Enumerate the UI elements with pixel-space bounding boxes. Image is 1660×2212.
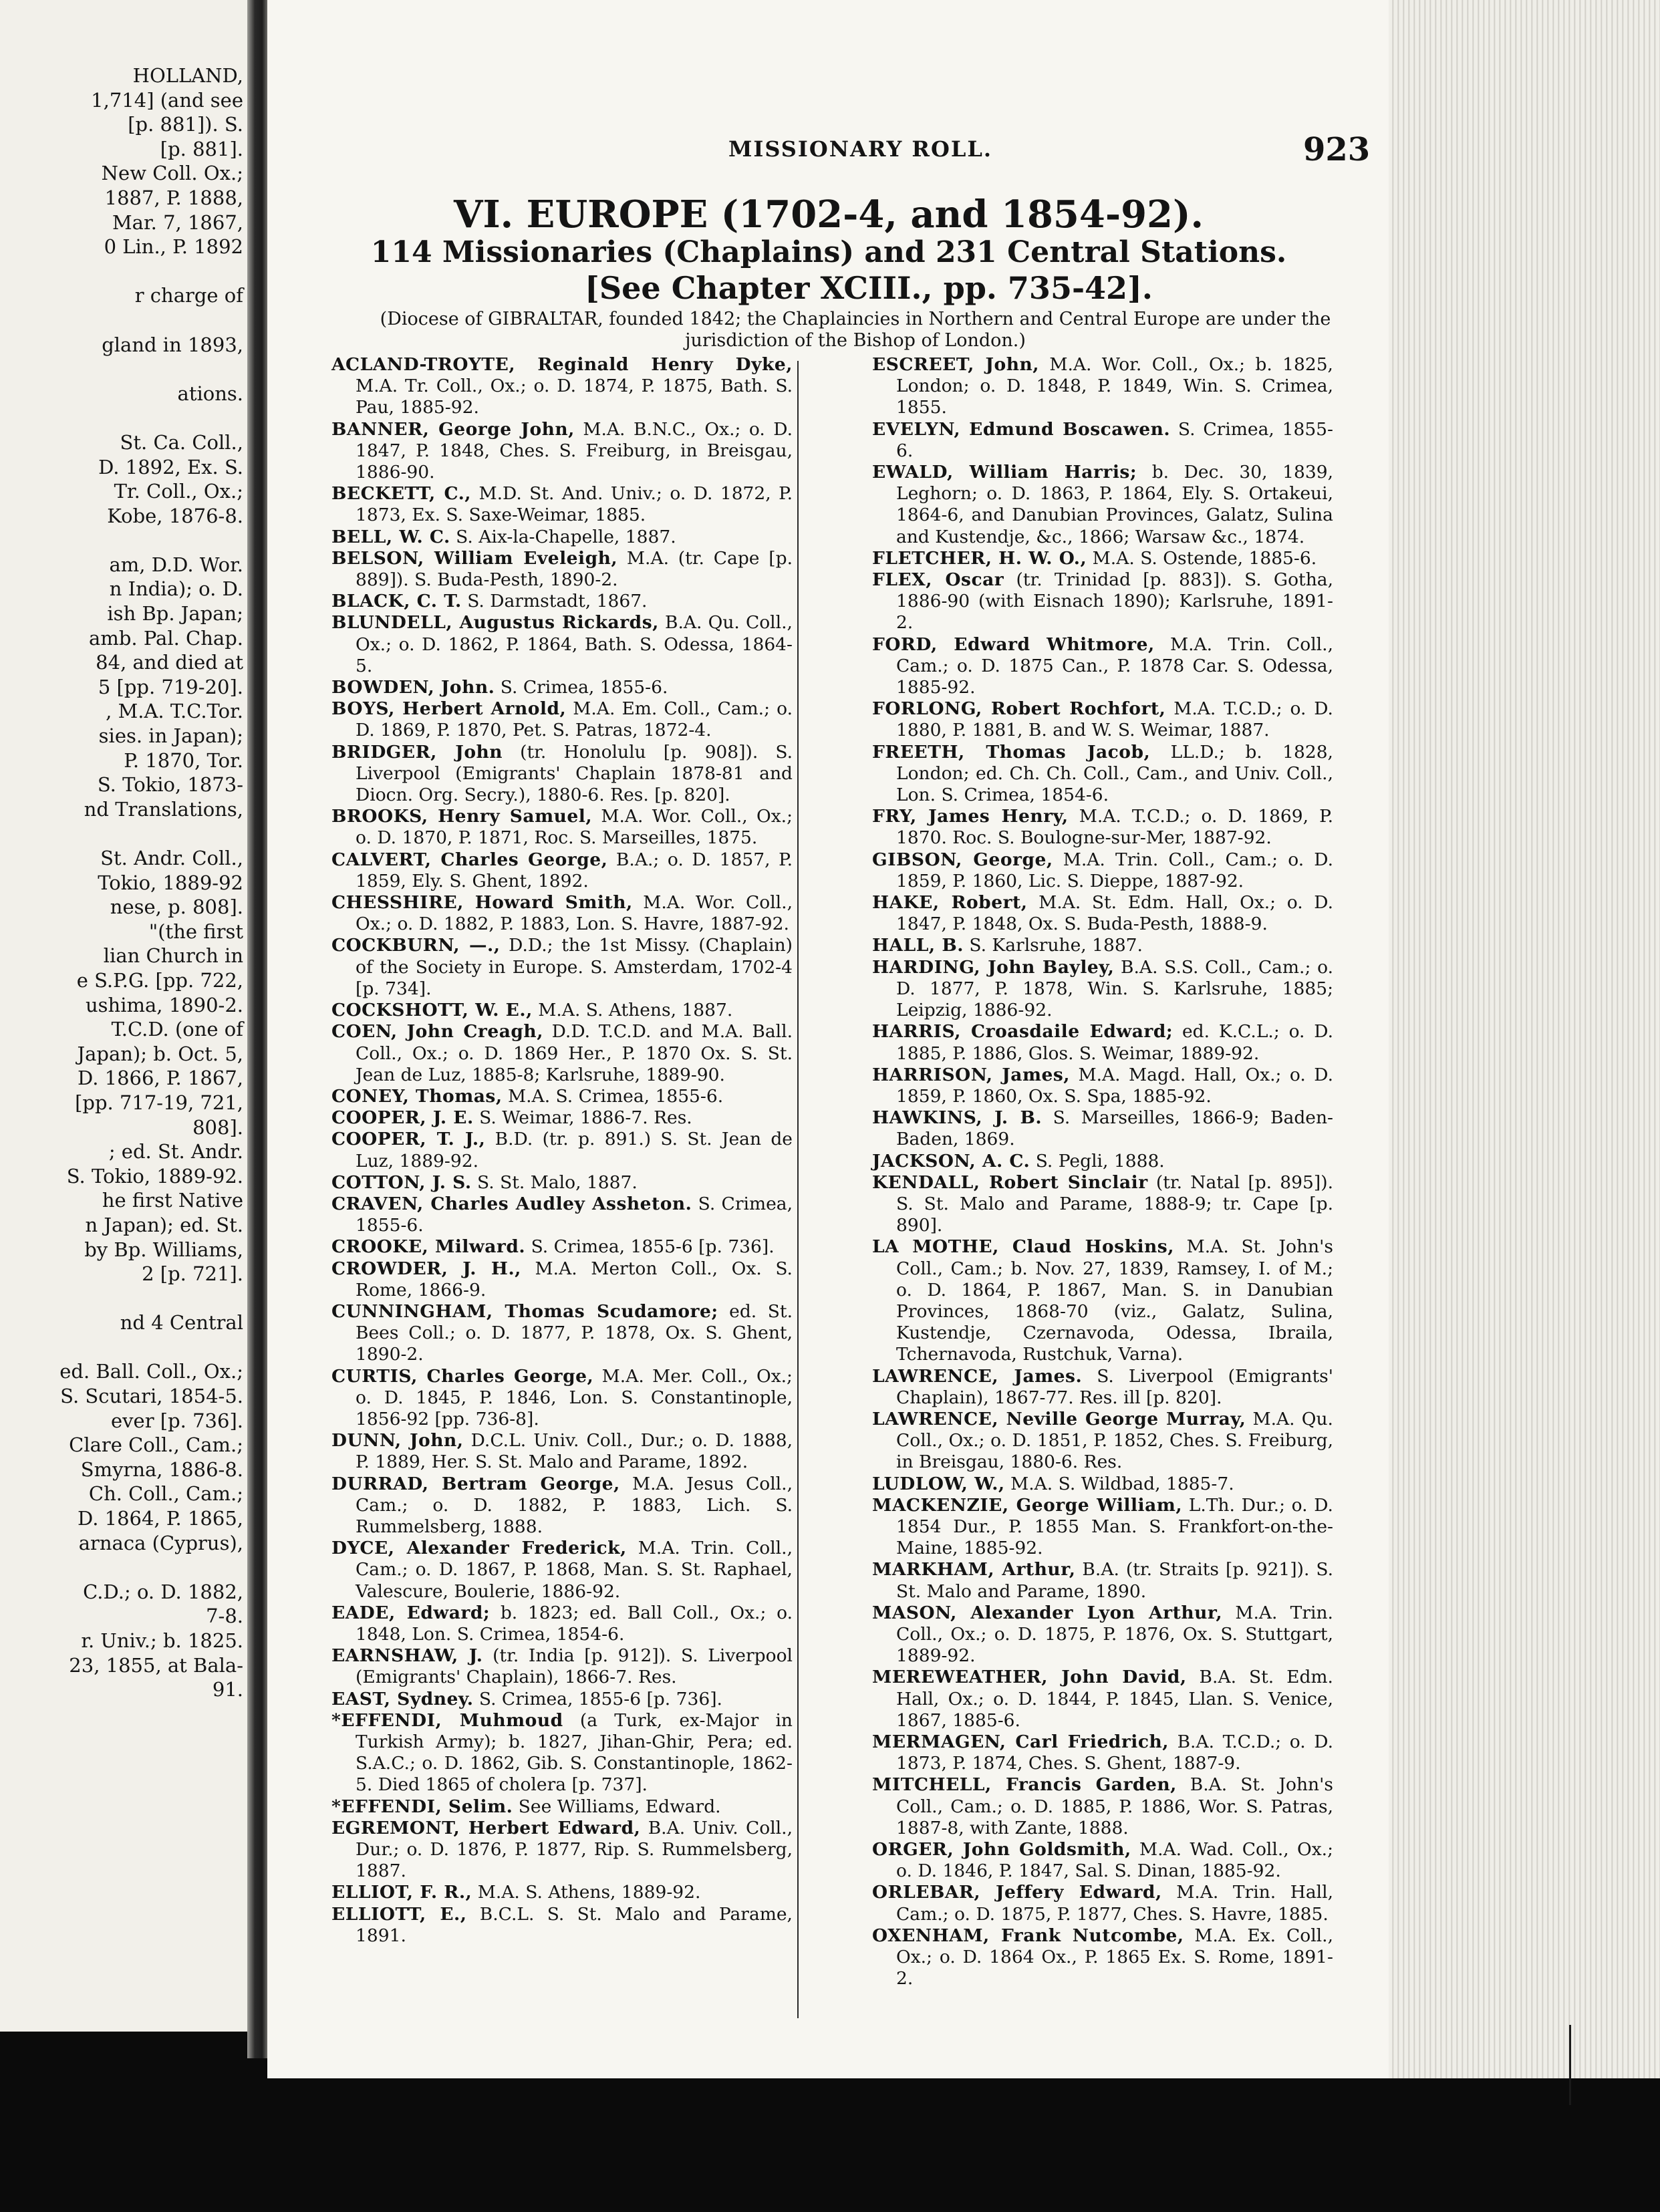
running-head: MISSIONARY ROLL. <box>728 136 993 162</box>
entry-details: B.D. (tr. p. 891.) S. St. Jean de Luz, 1889-92. <box>356 1129 793 1171</box>
roll-entry <box>331 483 793 526</box>
roll-entry <box>872 1409 1333 1474</box>
entry-details: M.A. S. Ostende, 1885-6. <box>1087 547 1317 569</box>
entry-details: S. Aix-la-Chapelle, 1887. <box>450 526 676 547</box>
facing-page-text <box>0 63 243 1702</box>
facing-page-line: [p. 881]). S. <box>128 113 243 136</box>
roll-entry <box>872 806 1333 849</box>
roll-entry <box>872 1236 1333 1365</box>
entry-name: FRY, James Henry, <box>872 806 1069 827</box>
entry-name: BLUNDELL, Augustus Rickards, <box>331 612 659 634</box>
entry-details: M.A. S. Wildbad, 1885-7. <box>1004 1473 1234 1494</box>
entry-details: (tr. Natal [p. 895]). S. St. Malo and Parame, 1888-9; tr. Cape [p. 890]. <box>896 1171 1333 1236</box>
entry-name: BELL, W. C. <box>331 526 450 547</box>
facing-page-line: 2 [p. 721]. <box>142 1262 243 1286</box>
entry-details: (tr. India [p. 912]). S. Liverpool (Emigrants' Chaplain), 1866-7. Res. <box>356 1645 793 1688</box>
entry-details: See Williams, Edward. <box>513 1796 721 1817</box>
facing-page-line: T.C.D. (one of <box>111 1018 243 1041</box>
roll-entry <box>872 892 1333 935</box>
entry-name: GIBSON, George, <box>872 849 1053 870</box>
entry-details: B.A. St. Edm. Hall, Ox.; o. D. 1844, P. 1845, Llan. S. Venice, 1867, 1885-6. <box>896 1667 1333 1731</box>
entry-name: MASON, Alexander Lyon Arthur, <box>872 1602 1223 1623</box>
entry-details: M.A. Ex. Coll., Ox.; o. D. 1864 Ox., P. 1865 Ex. S. Rome, 1891-2. <box>896 1925 1333 1989</box>
facing-page-line: S. Tokio, 1889-92. <box>66 1164 243 1188</box>
facing-page-line: arnaca (Cyprus), <box>78 1531 243 1554</box>
roll-entry <box>331 1021 793 1086</box>
entry-name: ORLEBAR, Jeffery Edward, <box>872 1882 1162 1903</box>
entry-name: EADE, Edward; <box>331 1602 491 1623</box>
entry-name: COTTON, J. S. <box>331 1171 472 1193</box>
roll-entry <box>331 1194 793 1236</box>
entry-name: BOYS, Herbert Arnold, <box>331 698 567 720</box>
entry-details: B.C.L. S. St. Malo and Parame, 1891. <box>356 1903 793 1946</box>
roll-entry <box>331 1818 793 1883</box>
entry-details: D.C.L. Univ. Coll., Dur.; o. D. 1888, P. 1889, Her. S. St. Malo and Parame, 1892. <box>356 1430 793 1473</box>
entry-name: JACKSON, A. C. <box>872 1150 1030 1171</box>
facing-page-line: Japan); b. Oct. 5, <box>77 1042 243 1065</box>
section-title: VI. EUROPE (1702-4, and 1854-92). <box>454 192 1204 237</box>
roll-entry <box>331 1172 793 1194</box>
facing-page-line: ations. <box>177 382 243 405</box>
entry-details: S. Crimea, 1855-6 [p. 736]. <box>473 1688 722 1709</box>
entry-name: EARNSHAW, J. <box>331 1645 483 1667</box>
facing-page-line: ish Bp. Japan; <box>107 602 243 626</box>
entry-details: B.A. (tr. Straits [p. 921]). S. St. Malo and Parame, 1890. <box>896 1559 1334 1602</box>
entry-details: S. Pegli, 1888. <box>1030 1150 1165 1171</box>
column-divider <box>797 361 799 2018</box>
entry-name: *EFFENDI, Muhmoud <box>331 1709 563 1731</box>
entry-name: HARRISON, James, <box>872 1064 1071 1085</box>
entry-details: S. Crimea, 1855-6. <box>495 677 668 698</box>
entry-details: M.A. Mer. Coll., Ox.; o. D. 1845, P. 1846, Lon. S. Constantinople, 1856-92 [pp. 736-8]. <box>356 1365 793 1429</box>
entry-name: CONEY, Thomas, <box>331 1085 503 1107</box>
entry-name: BECKETT, C., <box>331 483 472 505</box>
facing-page-line: he first Native <box>102 1189 243 1212</box>
roll-entry <box>331 1538 793 1603</box>
roll-entry <box>872 1495 1333 1560</box>
facing-page-line: lian Church in <box>103 944 243 968</box>
entry-details: (tr. Trinidad [p. 883]). S. Gotha, 1886-90 (with Eisnach 1890); Karlsruhe, 1891-2. <box>896 569 1333 634</box>
entry-details: S. St. Malo, 1887. <box>471 1171 638 1193</box>
facing-page-line: 5 [pp. 719-20]. <box>98 675 243 698</box>
entry-details: B.A. St. John's Coll., Cam.; o. D. 1885, P. 1886, Wor. S. Patras, 1887-8, with Zante, 1888. <box>896 1774 1333 1838</box>
roll-entry <box>331 1904 793 1947</box>
facing-page-line: 7-8. <box>206 1605 243 1628</box>
entry-details: S. Crimea, 1855-6. <box>896 418 1333 461</box>
facing-page-line <box>0 528 243 553</box>
facing-page-line: am, D.D. Wor. <box>109 553 243 576</box>
entry-name: CROWDER, J. H., <box>331 1258 521 1279</box>
facing-page-line <box>0 357 243 382</box>
roll-entry <box>331 612 793 677</box>
facing-page-line: ever [p. 736]. <box>111 1409 243 1432</box>
facing-page-line: by Bp. Williams, <box>84 1238 243 1261</box>
facing-page-line <box>0 821 243 846</box>
facing-page-line: Smyrna, 1886-8. <box>80 1458 243 1481</box>
entry-name: EWALD, William Harris; <box>872 462 1137 483</box>
entry-name: BELSON, William Eveleigh, <box>331 547 618 569</box>
entry-name: OXENHAM, Frank Nutcombe, <box>872 1925 1184 1946</box>
facing-page-line: 84, and died at <box>96 651 243 674</box>
entry-name: COOPER, T. J., <box>331 1129 486 1150</box>
facing-page-line: Tr. Coll., Ox.; <box>114 480 243 503</box>
facing-page-left <box>0 0 247 2032</box>
roll-entry <box>331 591 793 612</box>
facing-page-line: D. 1864, P. 1865, <box>78 1507 243 1530</box>
facing-page-line <box>0 308 243 333</box>
facing-page-line: St. Ca. Coll., <box>120 430 243 454</box>
roll-entry <box>872 1559 1333 1602</box>
facing-page-line: HOLLAND, <box>132 64 243 87</box>
entry-details: S. Weimar, 1886-7. Res. <box>473 1107 692 1129</box>
entry-details: b. Dec. 30, 1839, Leghorn; o. D. 1863, P. 1864, Ely. S. Ortakeui, 1864-6, and Danubian Provinces, Galatz, Sulina and Kustendje, &c., 1866; Warsaw &c., 1874. <box>896 462 1333 547</box>
page-header <box>267 131 1390 171</box>
roll-entry <box>331 1645 793 1688</box>
facing-page-line <box>0 406 243 430</box>
facing-page-line: [pp. 717-19, 721, <box>75 1091 243 1114</box>
entry-name: CHESSHIRE, Howard Smith, <box>331 892 633 914</box>
entry-name: HALL, B. <box>872 935 964 956</box>
roll-entry <box>872 1107 1333 1150</box>
entry-name: LA MOTHE, Claud Hoskins, <box>872 1236 1174 1258</box>
entries-column-left <box>331 354 793 1947</box>
roll-entry <box>331 1796 793 1818</box>
roll-entry <box>331 1301 793 1366</box>
entry-name: COOPER, J. E. <box>331 1107 474 1129</box>
facing-page-line: ushima, 1890-2. <box>85 993 243 1016</box>
entry-name: BRIDGER, John <box>331 741 503 763</box>
roll-entry <box>872 1603 1333 1667</box>
facing-page-line: amb. Pal. Chap. <box>89 626 243 650</box>
facing-page-line: Ch. Coll., Cam.; <box>88 1482 243 1506</box>
roll-entry <box>331 1603 793 1645</box>
entry-details: M.A. Wor. Coll., Ox.; b. 1825, London; o. D. 1848, P. 1849, Win. S. Crimea, 1855. <box>896 354 1333 418</box>
entry-name: COCKBURN, —., <box>331 935 501 956</box>
facing-page-line: 1,714] (and see <box>91 88 243 112</box>
section-reference: [See Chapter XCIII., pp. 735-42]. <box>585 270 1153 306</box>
roll-entry <box>331 1689 793 1710</box>
roll-entry <box>872 1151 1333 1172</box>
roll-entry <box>872 419 1333 462</box>
facing-page-line <box>0 1555 243 1580</box>
entry-details: M.A. Jesus Coll., Cam.; o. D. 1882, P. 1883, Lich. S. Rummelsberg, 1888. <box>356 1473 793 1537</box>
roll-entry <box>331 698 793 741</box>
entry-name: MACKENZIE, George William, <box>872 1494 1183 1516</box>
facing-page-line: r charge of <box>134 284 243 307</box>
entry-name: DURRAD, Bertram George, <box>331 1473 620 1494</box>
entry-name: ELLIOT, F. R., <box>331 1882 472 1903</box>
entry-name: EVELYN, Edmund Boscawen. <box>872 418 1171 440</box>
page-number: 923 <box>1303 131 1371 168</box>
section-heading <box>267 194 1390 306</box>
entry-name: MERMAGEN, Carl Friedrich, <box>872 1732 1169 1752</box>
roll-entry <box>872 1474 1333 1495</box>
entry-details: M.A. Wor. Coll., Ox.; o. D. 1870, P. 1871, Roc. S. Marseilles, 1875. <box>356 806 793 849</box>
roll-entry <box>872 634 1333 699</box>
roll-entry <box>331 742 793 807</box>
roll-entry <box>331 1258 793 1301</box>
entry-name: FORLONG, Robert Rochfort, <box>872 698 1166 720</box>
roll-entry <box>331 1882 793 1903</box>
entry-details: M.A. Wor. Coll., Ox.; o. D. 1882, P. 1883, Lon. S. Havre, 1887-92. <box>356 892 793 935</box>
entry-name: CROOKE, Milward. <box>331 1236 526 1258</box>
roll-entry <box>872 462 1333 548</box>
facing-page-line: Tokio, 1889-92 <box>98 871 243 894</box>
entry-name: MARKHAM, Arthur, <box>872 1559 1076 1580</box>
facing-page-line: 91. <box>212 1678 243 1701</box>
entry-name: EAST, Sydney. <box>331 1688 474 1709</box>
facing-page-line: "(the first <box>148 920 243 943</box>
entry-details: M.A. B.N.C., Ox.; o. D. 1847, P. 1848, Ches. S. Freiburg, in Breisgau, 1886-90. <box>356 418 793 483</box>
entry-details: M.A. S. Athens, 1887. <box>532 1000 733 1021</box>
entry-name: HARRIS, Croasdaile Edward; <box>872 1021 1173 1043</box>
entry-details: S. Marseilles, 1866-9; Baden-Baden, 1869. <box>896 1107 1333 1150</box>
facing-page-line: n Japan); ed. St. <box>85 1213 243 1236</box>
facing-page-line: S. Scutari, 1854-5. <box>60 1385 243 1408</box>
entry-name: KENDALL, Robert Sinclair <box>872 1171 1148 1193</box>
facing-page-line: Clare Coll., Cam.; <box>69 1433 243 1457</box>
roll-entry <box>331 1000 793 1021</box>
entry-details: M.A. S. Crimea, 1855-6. <box>502 1085 724 1107</box>
entry-details: S. Crimea, 1855-6. <box>356 1193 793 1236</box>
entry-details: S. Darmstadt, 1867. <box>461 591 648 612</box>
roll-entry <box>331 1129 793 1171</box>
roll-entry <box>872 1774 1333 1839</box>
facing-page-line: gland in 1893, <box>102 333 243 356</box>
entry-name: BOWDEN, John. <box>331 677 495 698</box>
entry-name: COCKSHOTT, W. E., <box>331 1000 533 1021</box>
roll-entry <box>872 548 1333 569</box>
book-page <box>267 0 1390 2078</box>
roll-entry <box>331 892 793 935</box>
entry-name: CRAVEN, Charles Audley Assheton. <box>331 1193 692 1214</box>
entry-details: (tr. Honolulu [p. 908]). S. Liverpool (Emigrants' Chaplain 1878-81 and Diocn. Org. Secry.), 1880-6. Res. [p. 820]. <box>356 741 793 806</box>
entry-details: M.A. Trin. Coll., Cam.; o. D. 1867, P. 1868, Man. S. St. Raphael, Valescure, Boulerie, 1886-92. <box>356 1538 793 1602</box>
entry-name: *EFFENDI, Selim. <box>331 1796 513 1817</box>
entry-details: D.D. T.C.D. and M.A. Ball. Coll., Ox.; o. D. 1869 Her., P. 1870 Ox. S. St. Jean de Luz, 1885-8; Karlsruhe, 1889-90. <box>356 1021 793 1085</box>
entry-details: M.A. Trin. Coll., Ox.; o. D. 1875, P. 1876, Ox. S. Stuttgart, 1889-92. <box>896 1602 1333 1667</box>
entry-details: LL.D.; b. 1828, London; ed. Ch. Ch. Coll., Cam., and Univ. Coll., Lon. S. Crimea, 1854-6. <box>896 741 1333 806</box>
entry-name: ESCREET, John, <box>872 354 1039 375</box>
entry-name: FLETCHER, H. W. O., <box>872 547 1087 569</box>
roll-entry <box>331 1430 793 1473</box>
roll-entry <box>872 1732 1333 1774</box>
entry-name: CALVERT, Charles George, <box>331 849 608 870</box>
roll-entry <box>872 1925 1333 1990</box>
entries-column-right <box>872 354 1333 1989</box>
entry-details: M.D. St. And. Univ.; o. D. 1872, P. 1873, Ex. S. Saxe-Weimar, 1885. <box>356 483 793 526</box>
facing-page-line: 1887, P. 1888, <box>104 186 243 209</box>
roll-entry <box>331 1236 793 1258</box>
entry-details: B.A. Qu. Coll., Ox.; o. D. 1862, P. 1864, Bath. S. Odessa, 1864-5. <box>356 612 793 676</box>
roll-entry <box>872 1172 1333 1237</box>
facing-page-line: r. Univ.; b. 1825. <box>81 1629 243 1652</box>
diocese-note: (Diocese of GIBRALTAR, founded 1842; the Chaplaincies in Northern and Central Europe are under the jurisdiction of the Bishop of London.) <box>380 309 1331 351</box>
facing-page-line <box>0 1335 243 1360</box>
roll-entry <box>331 1107 793 1129</box>
entry-details: M.A. Wad. Coll., Ox.; o. D. 1846, P. 1847, Sal. S. Dinan, 1885-92. <box>896 1839 1333 1882</box>
facing-page-line: ed. Ball. Coll., Ox.; <box>59 1360 243 1383</box>
entry-details: S. Liverpool (Emigrants' Chaplain), 1867-77. Res. ill [p. 820]. <box>896 1365 1333 1408</box>
facing-page-line <box>0 259 243 284</box>
entry-name: FREETH, Thomas Jacob, <box>872 741 1151 763</box>
entry-details: M.A. T.C.D.; o. D. 1880, P. 1881, B. and W. S. Weimar, 1887. <box>896 698 1333 741</box>
entry-details: M.A. T.C.D.; o. D. 1869, P. 1870. Roc. S. Boulogne-sur-Mer, 1887-92. <box>896 806 1333 849</box>
entry-details: ed. St. Bees Coll.; o. D. 1877, P. 1878, Ox. S. Ghent, 1890-2. <box>356 1300 793 1365</box>
facing-page-line <box>0 1286 243 1311</box>
roll-entry <box>331 1086 793 1107</box>
entry-name: BANNER, George John, <box>331 418 575 440</box>
entry-details: M.A. (tr. Cape [p. 889]). S. Buda-Pesth, 1890-2. <box>356 547 793 591</box>
entry-details: M.A. Trin. Coll., Cam.; o. D. 1859, P. 1860, Lic. S. Dieppe, 1887-92. <box>896 849 1333 891</box>
facing-page-line: Mar. 7, 1867, <box>112 211 243 234</box>
facing-page-line: P. 1870, Tor. <box>124 748 243 772</box>
entry-name: COEN, John Creagh, <box>331 1021 543 1043</box>
roll-entry <box>872 742 1333 807</box>
entry-name: CURTIS, Charles George, <box>331 1365 594 1387</box>
entry-details: M.A. S. Athens, 1889-92. <box>472 1882 701 1903</box>
roll-entry <box>872 1839 1333 1882</box>
entry-name: EGREMONT, Herbert Edward, <box>331 1817 641 1838</box>
margin-mark <box>1569 2025 1571 2105</box>
facing-page-line: S. Tokio, 1873- <box>97 773 243 797</box>
section-subtitle: 114 Missionaries (Chaplains) and 231 Central Stations. <box>370 235 1287 269</box>
facing-page-line: , M.A. T.C.Tor. <box>106 700 243 723</box>
entry-name: FORD, Edward Whitmore, <box>872 634 1155 655</box>
entry-details: b. 1823; ed. Ball Coll., Ox.; o. 1848, Lon. S. Crimea, 1854-6. <box>356 1602 793 1645</box>
roll-entry <box>331 849 793 892</box>
entry-name: BROOKS, Henry Samuel, <box>331 806 593 827</box>
entry-name: ACLAND-TROYTE, Reginald Henry Dyke, <box>331 354 793 375</box>
roll-entry <box>872 698 1333 741</box>
entry-details: M.A. Trin. Coll., Cam.; o. D. 1875 Can., P. 1878 Car. S. Odessa, 1885-92. <box>896 634 1333 698</box>
roll-entry <box>872 1021 1333 1064</box>
entry-name: BLACK, C. T. <box>331 591 462 612</box>
entry-details: (a Turk, ex-Major in Turkish Army); b. 1827, Jihan-Ghir, Pera; ed. S.A.C.; o. D. 1862, Gib. S. Constantinople, 1862-5. Died 1865 of cholera [p. 737]. <box>356 1709 793 1796</box>
roll-entry <box>331 354 793 419</box>
roll-entry <box>331 1474 793 1538</box>
facing-page-line: D. 1892, Ex. S. <box>98 455 243 478</box>
facing-page-line: nd 4 Central <box>120 1311 243 1335</box>
roll-entry <box>331 935 793 1000</box>
roll-entry <box>331 1366 793 1431</box>
entry-details: M.A. Magd. Hall, Ox.; o. D. 1859, P. 1860, Ox. S. Spa, 1885-92. <box>896 1064 1333 1107</box>
entry-name: FLEX, Oscar <box>872 569 1004 591</box>
facing-page-line: 0 Lin., P. 1892 <box>104 235 243 259</box>
entry-details: B.A.; o. D. 1857, P. 1859, Ely. S. Ghent, 1892. <box>356 849 793 891</box>
entry-name: MEREWEATHER, John David, <box>872 1667 1187 1688</box>
entry-name: CUNNINGHAM, Thomas Scudamore; <box>331 1300 718 1322</box>
roll-entry <box>331 677 793 698</box>
entry-details: S. Crimea, 1855-6 [p. 736]. <box>525 1236 775 1258</box>
facing-page-line: nese, p. 808]. <box>110 895 243 919</box>
entry-details: B.A. S.S. Coll., Cam.; o. D. 1877, P. 1878, Win. S. Karlsruhe, 1885; Leipzig, 1886-92. <box>896 956 1333 1021</box>
entry-details: M.A. Em. Coll., Cam.; o. D. 1869, P. 1870, Pet. S. Patras, 1872-4. <box>356 698 793 741</box>
roll-entry <box>331 419 793 484</box>
facing-page-line: C.D.; o. D. 1882, <box>83 1580 243 1603</box>
facing-page-line: Kobe, 1876-8. <box>107 504 243 527</box>
entry-name: LAWRENCE, Neville George Murray, <box>872 1408 1246 1429</box>
entry-name: HAKE, Robert, <box>872 892 1028 914</box>
roll-entry <box>872 354 1333 419</box>
entry-name: LAWRENCE, James. <box>872 1365 1083 1387</box>
facing-page-line: New Coll. Ox.; <box>101 162 243 185</box>
facing-page-line: e S.P.G. [pp. 722, <box>76 968 243 992</box>
roll-entry <box>872 1667 1333 1732</box>
entry-name: LUDLOW, W., <box>872 1473 1005 1494</box>
entry-details: M.A. Qu. Coll., Ox.; o. D. 1851, P. 1852, Ches. S. Freiburg, in Breisgau, 1880-6. Res. <box>896 1408 1333 1473</box>
roll-entry <box>872 957 1333 1022</box>
entry-details: D.D.; the 1st Missy. (Chaplain) of the Society in Europe. S. Amsterdam, 1702-4 [p. 734]. <box>356 935 793 999</box>
facing-page-line: [p. 881]. <box>160 137 243 160</box>
book-binding <box>247 0 269 2058</box>
roll-entry <box>331 548 793 591</box>
entry-name: DUNN, John, <box>331 1430 464 1451</box>
roll-entry <box>331 527 793 548</box>
entry-name: MITCHELL, Francis Garden, <box>872 1774 1177 1796</box>
entry-details: M.A. Trin. Hall, Cam.; o. D. 1875, P. 1877, Ches. S. Havre, 1885. <box>896 1882 1333 1925</box>
roll-entry <box>331 806 793 849</box>
entry-name: HAWKINS, J. B. <box>872 1107 1043 1129</box>
entry-details: S. Karlsruhe, 1887. <box>963 935 1143 956</box>
entry-details: M.A. St. John's Coll., Cam.; b. Nov. 27, 1839, Ramsey, I. of M.; o. D. 1864, P. 1867, Man. S. in Danubian Provinces, 1868-70 (viz., Galatz, Sulina, Kustendje, Czernavoda, Odessa, Ibraila, Tchernavoda, Rustchuk, Varna). <box>896 1236 1333 1365</box>
entry-details: B.A. Univ. Coll., Dur.; o. D. 1876, P. 1877, Rip. S. Rummelsberg, 1887. <box>356 1817 793 1882</box>
entry-details: M.A. Merton Coll., Ox. S. Rome, 1866-9. <box>356 1258 793 1300</box>
roll-entry <box>331 1710 793 1796</box>
roll-entry <box>872 569 1333 634</box>
roll-entry <box>872 1882 1333 1925</box>
entry-details: ed. K.C.L.; o. D. 1885, P. 1886, Glos. S. Weimar, 1889-92. <box>896 1021 1333 1064</box>
page-edges <box>1389 0 1660 2078</box>
roll-entry <box>872 1065 1333 1107</box>
facing-page-line: D. 1866, P. 1867, <box>78 1067 243 1090</box>
entry-name: ELLIOTT, E., <box>331 1903 467 1925</box>
facing-page-line: 808]. <box>192 1115 243 1139</box>
facing-page-line: n India); o. D. <box>109 577 243 601</box>
roll-entry <box>872 1366 1333 1409</box>
facing-page-line: nd Translations, <box>84 797 243 821</box>
entry-details: L.Th. Dur.; o. D. 1854 Dur., P. 1855 Man. S. Frankfort-on-the-Maine, 1885-92. <box>896 1494 1333 1559</box>
facing-page-line: St. Andr. Coll., <box>100 847 243 869</box>
roll-entry <box>872 849 1333 892</box>
facing-page-line: ; ed. St. Andr. <box>108 1140 243 1163</box>
entry-name: ORGER, John Goldsmith, <box>872 1839 1131 1860</box>
entry-details: B.A. T.C.D.; o. D. 1873, P. 1874, Ches. S. Ghent, 1887-9. <box>896 1732 1333 1774</box>
entry-details: M.A. St. Edm. Hall, Ox.; o. D. 1847, P. 1848, Ox. S. Buda-Pesth, 1888-9. <box>896 892 1333 935</box>
roll-entry <box>872 935 1333 956</box>
facing-page-line: sies. in Japan); <box>98 724 243 748</box>
entry-name: HARDING, John Bayley, <box>872 956 1115 978</box>
entry-name: DYCE, Alexander Frederick, <box>331 1538 627 1559</box>
facing-page-line: 23, 1855, at Bala- <box>69 1653 243 1677</box>
entry-details: M.A. Tr. Coll., Ox.; o. D. 1874, P. 1875, Bath. S. Pau, 1885-92. <box>356 376 793 418</box>
